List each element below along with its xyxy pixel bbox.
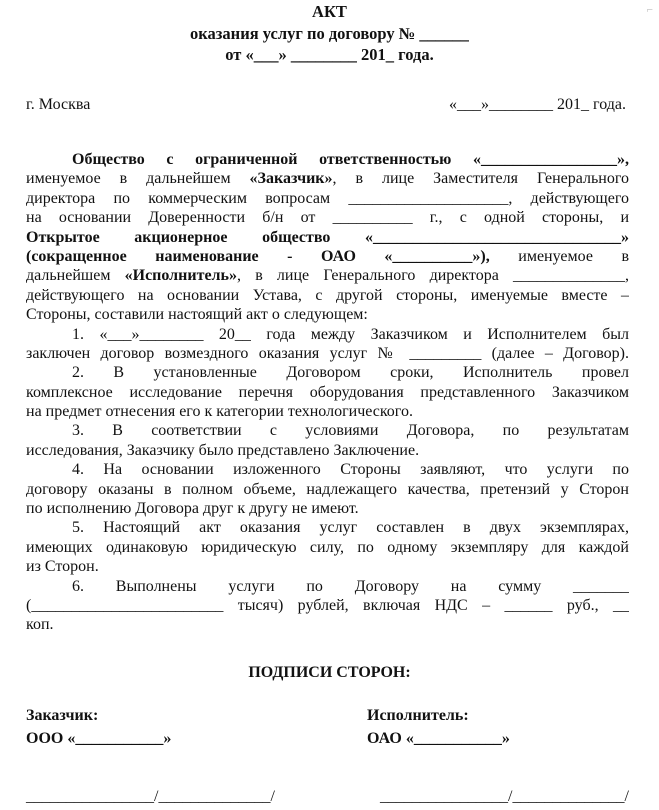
document-date-line: от «___» ________ 201_ года. [225,45,434,64]
document-title: АКТ [312,2,347,21]
customer-role: «Заказчик» [249,170,333,188]
item4-line2: договору оказаны в полном объеме, надлежащего качества, претензий у Сторон [26,480,629,498]
city-label: г. Москва [26,96,91,113]
para1-text6: именуемое в [489,247,629,265]
contractor-signature-block [367,704,510,750]
item2-line2: комплексное исследование перечня оборудования представленного Заказчиком [26,383,629,401]
page-corner-mark: ⌐ [646,4,653,16]
para1-line3: директора по коммерческим вопросам ____________________, действующего [26,189,629,207]
item3-line2: исследования, Заказчику было представлено Заключение. [26,441,420,459]
contractor-org: ОАО «___________» [367,730,510,747]
short-name-text: (сокращенное наименование - ОАО «__________»), [26,247,490,265]
para1-text7c: , в лице Генерального директора ______________, [237,267,629,285]
contractor-sign-line: ________________/______________/ [380,788,629,805]
para1-text7a: дальнейшем [26,267,125,285]
date-right: «___»________ 201_ года. [449,96,626,113]
customer-sign-line: ________________/______________/ [26,788,275,805]
item6-line1: 6. Выполнены услуги по Договору на сумму _______ [72,577,629,595]
item2-line3: на предмет отнесения его к категории технологического. [26,403,413,421]
para1-line5 [26,228,629,247]
contractor-role: «Исполнитель» [124,267,237,285]
item5-line1: 5. Настоящий акт оказания услуг составлен в двух экземплярах, [72,519,629,537]
document-body [26,150,629,635]
item6-line3: коп. [26,616,54,634]
item4-line1: 4. На основании изложенного Стороны заявляют, что услуги по [72,461,629,479]
para1-text2: , в лице Заместителя Генерального [332,170,629,188]
para1-line4: на основании Доверенности б/н от __________ г., с одной стороны, и [26,209,629,227]
para1-line9: Стороны, составили настоящий акт о следующем: [26,306,368,324]
item1-line1: 1. «___»________ 20__ года между Заказчиком и Исполнителем был [72,325,629,343]
para1-line8: действующего на основании Устава, с другой стороны, именуемые вместе – [26,286,629,304]
document-subtitle: оказания услуг по договору № ______ [190,24,469,43]
customer-label: Заказчик: [26,707,99,724]
contractor-org-text: Открытое акционерное общество «_______________________________» [26,228,629,246]
customer-org: ООО «___________» [26,730,172,747]
para1-line6 [26,247,629,266]
item5-line2: имеющих одинаковую юридическую силу, по одному экземпляру для каждой [26,538,629,556]
item5-line3: из Сторон. [26,558,99,576]
para1-line2 [26,169,629,188]
para1-text: именуемое в дальнейшем [26,170,250,188]
contractor-label: Исполнитель: [367,707,469,724]
customer-org-text: Общество с ограниченной ответственностью «_________________», [72,151,629,168]
item1-line2: заключен договор возмездного оказания услуг № _________ (далее – Договор). [26,344,629,362]
customer-signature-block [26,704,171,750]
item6-line2: (________________________ тысяч) рублей, включая НДС – ______ руб., __ [26,596,629,614]
signatures-title: ПОДПИСИ СТОРОН: [248,664,411,681]
para1-line1 [26,150,629,169]
item4-line3: по исполнению Договора друг к другу не имеют. [26,500,359,518]
para1-line7 [26,266,629,285]
item2-line1: 2. В установленные Договором сроки, Исполнитель провел [72,364,629,382]
item3-line1: 3. В соответствии с условиями Договора, по результатам [72,422,629,440]
